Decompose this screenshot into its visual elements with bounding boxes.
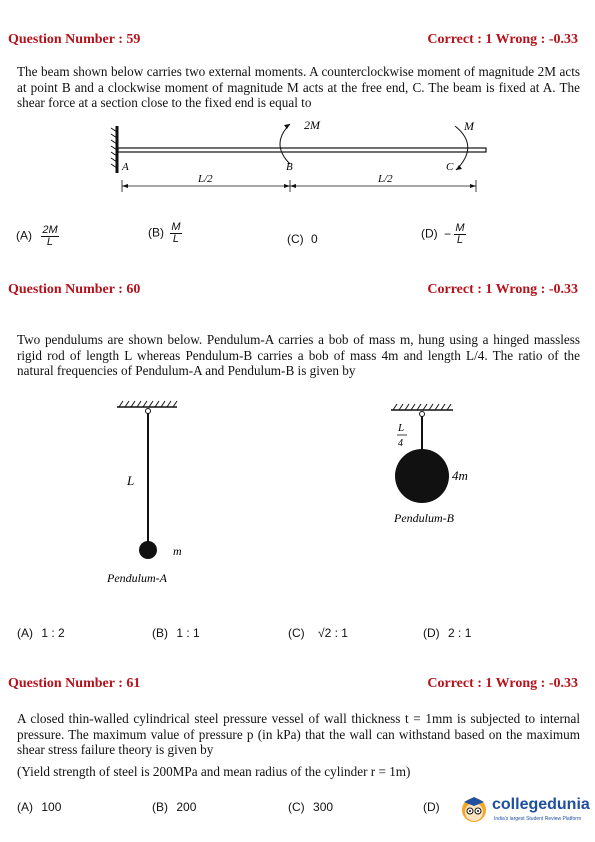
question-text-59: The beam shown below carries two external moments. A counterclockwise moment of magnitude 2M acts at point B and a clockwise moment of magnitude M acts at the free end, C. The beam is fixed at A. The shear force at a section close to the fixed end is equal to — [17, 64, 580, 110]
label-span-ab: L/2 — [198, 173, 213, 185]
pendulum-figure — [95, 395, 515, 590]
beam — [118, 148, 486, 152]
option-value: √2 : 1 — [318, 626, 348, 640]
fraction — [41, 225, 58, 248]
fraction — [454, 223, 465, 246]
question-score: Correct : 1 Wrong : -0.33 — [427, 676, 578, 691]
option-c-61[interactable] — [288, 800, 333, 814]
option-d-61[interactable] — [423, 800, 440, 814]
option-key: (B) — [148, 225, 164, 240]
question-number: Question Number : 59 — [8, 32, 141, 47]
label-mass-b: 4m — [452, 468, 468, 483]
collegedunia-logo[interactable] — [458, 794, 590, 830]
option-b-61[interactable] — [152, 800, 196, 814]
option-c-59[interactable] — [287, 232, 318, 246]
option-c-60[interactable] — [288, 626, 348, 640]
option-d-60[interactable] — [423, 626, 471, 640]
option-key: (A) — [17, 800, 33, 814]
label-length-b-num: L — [398, 422, 405, 434]
option-value: 300 — [313, 800, 334, 814]
option-key: (B) — [152, 626, 168, 640]
pendulum-b — [391, 404, 468, 525]
label-b: B — [286, 161, 293, 173]
label-pendulum-b: Pendulum-B — [394, 511, 454, 525]
moment-b-arrow — [280, 124, 290, 164]
option-key: (C) — [288, 626, 305, 640]
option-b-60[interactable] — [152, 626, 200, 640]
option-key: (B) — [152, 800, 168, 814]
denominator: L — [172, 233, 179, 245]
numerator: M — [455, 222, 465, 234]
question-header-59 — [8, 32, 578, 50]
label-moment-c: M — [464, 119, 474, 133]
logo-name: collegedunia — [492, 796, 590, 813]
fraction — [170, 222, 181, 245]
question-number: Question Number : 60 — [8, 282, 141, 297]
option-value: 100 — [41, 800, 62, 814]
pendulum-a — [106, 401, 182, 585]
question-score: Correct : 1 Wrong : -0.33 — [427, 282, 578, 297]
label-moment-b: 2M — [304, 118, 320, 132]
label-mass-a: m — [173, 544, 182, 558]
option-key: (C) — [288, 800, 305, 814]
label-c: C — [446, 161, 454, 173]
option-key: (C) — [287, 232, 304, 246]
question-text-61: A closed thin-walled cylindrical steel pressure vessel of wall thickness t = 1mm is subjected to internal pressure. The maximum value of pressure p (in kPa) that the wall can withstand based on the maximum shear stress failure theory is given by — [17, 711, 580, 757]
mascot-icon — [458, 794, 490, 830]
option-key: (D) — [423, 800, 440, 814]
label-length-a: L — [127, 473, 135, 488]
minus-sign: − — [444, 226, 452, 241]
question-header-61 — [8, 676, 578, 694]
option-value: 2 : 1 — [448, 626, 472, 640]
option-value: 1 : 1 — [176, 626, 200, 640]
question-header-60 — [8, 282, 578, 300]
option-key: (A) — [17, 626, 33, 640]
label-a: A — [122, 161, 129, 173]
option-a-59[interactable] — [16, 225, 59, 248]
beam-figure — [100, 118, 520, 200]
numerator: M — [171, 221, 181, 233]
logo-tagline: India's largest Student Review Platform — [494, 816, 582, 822]
denominator: L — [456, 234, 464, 246]
question-score: Correct : 1 Wrong : -0.33 — [427, 32, 578, 47]
option-a-60[interactable] — [17, 626, 65, 640]
question-number: Question Number : 61 — [8, 676, 141, 691]
option-value: 1 : 2 — [41, 626, 65, 640]
option-b-59[interactable] — [148, 222, 182, 245]
denominator: L — [46, 236, 54, 248]
label-length-b-den: 4 — [398, 438, 403, 449]
option-value: 0 — [311, 232, 318, 246]
option-key: (D) — [423, 626, 440, 640]
question-note-61: (Yield strength of steel is 200MPa and mean radius of the cylinder r = 1m) — [17, 764, 411, 779]
fixed-support — [111, 126, 117, 173]
label-span-bc: L/2 — [378, 173, 393, 185]
option-key: (A) — [16, 228, 32, 243]
question-text-60: Two pendulums are shown below. Pendulum-A carries a bob of mass m, hung using a hinged massless rigid rod of length L whereas Pendulum-B carries a bob of mass 4m and length L/4. The ratio of the natural frequencies of Pendulum-A and Pendulum-B is given by — [17, 332, 580, 378]
option-d-59[interactable] — [421, 223, 466, 246]
option-value: 200 — [176, 800, 197, 814]
option-a-61[interactable] — [17, 800, 61, 814]
label-pendulum-a: Pendulum-A — [107, 571, 167, 585]
option-key: (D) — [421, 226, 438, 241]
numerator: 2M — [42, 224, 58, 236]
